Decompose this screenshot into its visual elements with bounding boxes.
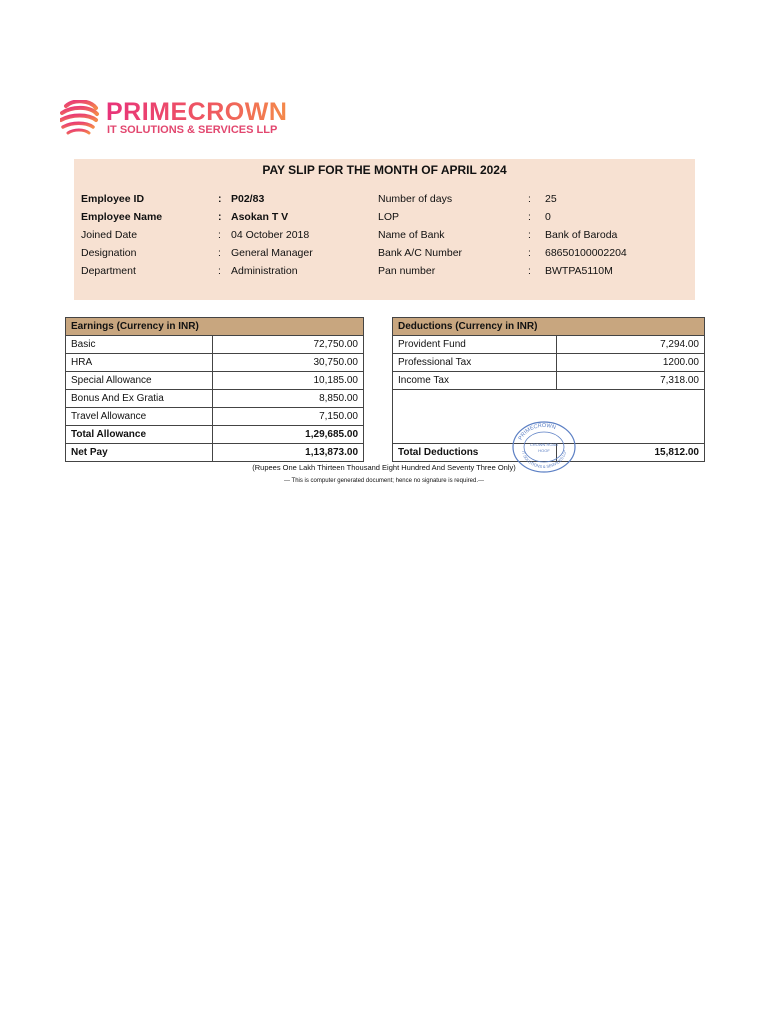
- info-row-joined-date: [81, 229, 371, 243]
- earning-amount: 30,750.00: [213, 354, 364, 372]
- info-label: Bank A/C Number: [378, 247, 463, 259]
- info-row-number-of-days: [378, 193, 678, 207]
- info-label: Joined Date: [81, 229, 138, 241]
- info-sep: :: [218, 193, 222, 205]
- stamp-top-text: PRIMECROWN: [517, 422, 557, 442]
- info-label: Number of days: [378, 193, 453, 205]
- footer-note: --- This is computer generated document; hence no signature is required.---: [284, 478, 484, 484]
- total-deductions-amount: 15,812.00: [557, 444, 705, 462]
- company-logo-icon: [60, 100, 100, 138]
- earning-amount: 10,185.00: [213, 372, 364, 390]
- info-label: Name of Bank: [378, 229, 445, 241]
- svg-text:PRIMECROWN: [518, 423, 557, 441]
- deductions-header-row: [393, 318, 705, 336]
- earning-label: Special Allowance: [66, 372, 213, 390]
- info-value: Asokan T V: [231, 211, 289, 223]
- info-label: Designation: [81, 247, 137, 259]
- info-row-bank-account: [378, 247, 678, 261]
- deduction-label: Provident Fund: [393, 336, 557, 354]
- net-pay-row: [66, 444, 364, 462]
- info-row-pan-number: [378, 265, 678, 279]
- table-row: [393, 372, 705, 390]
- earning-label: HRA: [66, 354, 213, 372]
- info-row-lop: [378, 211, 678, 225]
- info-sep: :: [218, 211, 222, 223]
- stamp-center-line1: CROWN ROAD: [529, 442, 559, 447]
- info-value: Bank of Baroda: [545, 229, 618, 241]
- info-sep: :: [528, 229, 531, 241]
- net-pay-label: Net Pay: [66, 444, 213, 462]
- info-row-name-of-bank: [378, 229, 678, 243]
- info-label: LOP: [378, 211, 400, 223]
- info-value: BWTPA5110M: [545, 265, 613, 277]
- employee-info-panel: [74, 159, 695, 300]
- total-allowance-label: Total Allowance: [66, 426, 213, 444]
- company-logo: [60, 98, 300, 140]
- info-sep: :: [528, 211, 531, 223]
- stamp-bottom-text: IT SOLUTIONS & SERVICES LLP: [521, 449, 568, 470]
- total-deductions-label: Total Deductions: [393, 444, 557, 462]
- info-sep: :: [218, 229, 221, 241]
- net-pay-amount: 1,13,873.00: [213, 444, 364, 462]
- earning-label: Basic: [66, 336, 213, 354]
- info-label: Department: [81, 265, 136, 277]
- info-value: 68650100002204: [545, 247, 627, 259]
- earning-amount: 72,750.00: [213, 336, 364, 354]
- info-value: 04 October 2018: [231, 229, 310, 241]
- info-row-designation: [81, 247, 371, 261]
- deduction-label: Professional Tax: [393, 354, 557, 372]
- info-value: 25: [545, 193, 557, 205]
- info-sep: :: [528, 193, 531, 205]
- info-sep: :: [218, 247, 221, 259]
- deduction-label: Income Tax: [393, 372, 557, 390]
- info-sep: :: [528, 265, 531, 277]
- info-label: Employee Name: [81, 211, 163, 223]
- info-row-employee-name: [81, 211, 371, 225]
- earnings-header-row: [66, 318, 364, 336]
- info-label: Pan number: [378, 265, 436, 277]
- table-row: [66, 372, 364, 390]
- info-sep: :: [218, 265, 221, 277]
- deductions-header: Deductions (Currency in INR): [393, 318, 705, 336]
- info-value: General Manager: [231, 247, 313, 259]
- total-allowance-amount: 1,29,685.00: [213, 426, 364, 444]
- total-allowance-row: [66, 426, 364, 444]
- table-row: [66, 354, 364, 372]
- table-row: [66, 408, 364, 426]
- table-row: [66, 390, 364, 408]
- deduction-amount: 1200.00: [557, 354, 705, 372]
- table-row: [393, 354, 705, 372]
- info-value: 0: [545, 211, 551, 223]
- deduction-amount: 7,318.00: [557, 372, 705, 390]
- deduction-amount: 7,294.00: [557, 336, 705, 354]
- earnings-header: Earnings (Currency in INR): [66, 318, 364, 336]
- earnings-table: [65, 317, 364, 462]
- company-subtitle: IT SOLUTIONS & SERVICES LLP: [107, 124, 278, 136]
- company-name: PRIMECROWN: [106, 98, 288, 126]
- earning-label: Bonus And Ex Gratia: [66, 390, 213, 408]
- info-value: Administration: [231, 265, 298, 277]
- earning-label: Travel Allowance: [66, 408, 213, 426]
- amount-in-words: (Rupees One Lakh Thirteen Thousand Eight Hundred And Seventy Three Only): [252, 463, 516, 472]
- payslip-title: PAY SLIP FOR THE MONTH OF APRIL 2024: [262, 163, 507, 177]
- earning-amount: 7,150.00: [213, 408, 364, 426]
- info-row-department: [81, 265, 371, 279]
- stamp-center-line2: HOOF: [538, 448, 550, 453]
- table-row: [66, 336, 364, 354]
- info-sep: :: [528, 247, 531, 259]
- earning-amount: 8,850.00: [213, 390, 364, 408]
- info-label: Employee ID: [81, 193, 145, 205]
- info-value: P02/83: [231, 193, 265, 205]
- table-row: [393, 336, 705, 354]
